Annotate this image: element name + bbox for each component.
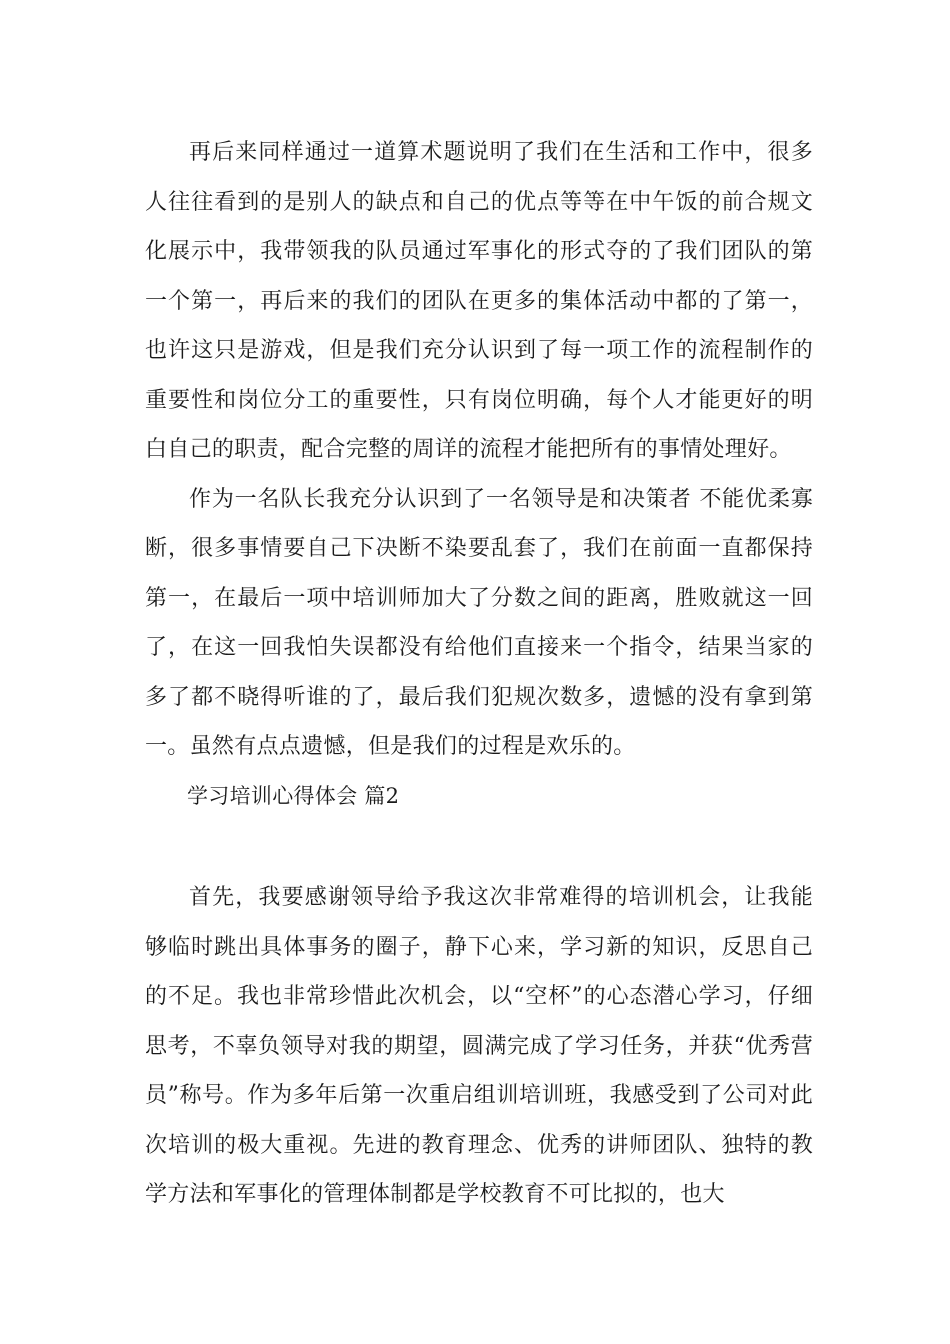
- paragraph-algorithm-story: 再后来同样通过一道算术题说明了我们在生活和工作中，很多人往往看到的是别人的缺点和自己的优点等等在中午饭的前合规文化展示中，我带领我的队员通过军事化的形式夺的了我们团队的第一个第一，再后来的我们的团队在更多的集体活动中都的了第一，也许这只是游戏，但是我们充分认识到了每一项工作的流程制作的重要性和岗位分工的重要性，只有岗位明确，每个人才能更好的明白自己的职责，配合完整的周详的流程才能把所有的事情处理好。: [145, 140, 813, 462]
- paragraph-captain-reflection: 作为一名队长我充分认识到了一名领导是和决策者 不能优柔寡断，很多事情要自己下决断不染要乱套了，我们在前面一直都保持第一，在最后一项中培训师加大了分数之间的距离，胜败就这一回了，在这一回我怕失误都没有给他们直接来一个指令，结果当家的多了都不晓得听谁的了，最后我们犯规次数多，遗憾的没有拿到第一。虽然有点点遗憾，但是我们的过程是欢乐的。: [145, 486, 813, 759]
- blank-line: [145, 821, 813, 873]
- section-heading: 学习培训心得体会 篇2: [187, 783, 400, 808]
- document-body: [145, 128, 813, 1220]
- paragraph-gratitude: 首先，我要感谢领导给予我这次非常难得的培训机会，让我能够临时跳出具体事务的圈子，静下心来，学习新的知识，反思自己的不足。我也非常珍惜此次机会，以“空杯”的心态潜心学习，仔细思考，不辜负领导对我的期望，圆满完成了学习任务，并获“优秀营员”称号。作为多年后第一次重启组训培训班，我感受到了公司对此次培训的极大重视。先进的教育理念、优秀的讲师团队、独特的教学方法和军事化的管理体制都是学校教育不可比拟的，也大: [145, 885, 813, 1207]
